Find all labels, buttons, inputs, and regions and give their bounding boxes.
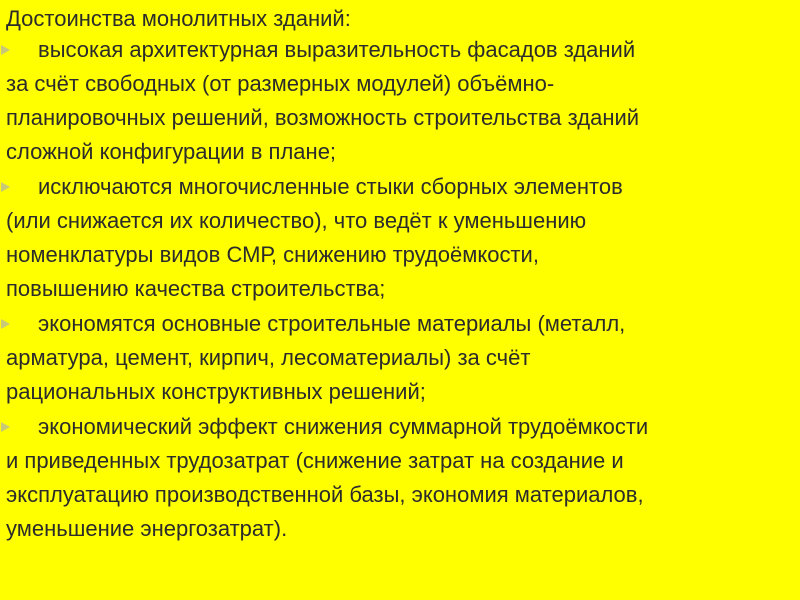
bullet-line: рациональных конструктивных решений; [6,379,426,404]
bullet-line: сложной конфигурации в плане; [6,139,337,164]
bullet-line: планировочных решений, возможность строительства зданий [6,105,640,130]
bullet-line: (или снижается их количество), что ведёт к уменьшению [6,208,587,233]
bullet-line: за счёт свободных (от размерных модулей) объёмно- [6,71,555,96]
bullet-arrow-icon [1,182,10,192]
bullet-line: исключаются многочисленные стыки сборных элементов [38,174,623,199]
bullet-line: экономический эффект снижения суммарной трудоёмкости [38,414,649,439]
bullet-line: арматура, цемент, кирпич, лесоматериалы) за счёт [6,345,531,370]
bullet-arrow-icon [1,422,10,432]
bullet-arrow-icon [1,319,10,329]
bullet-line: эксплуатацию производственной базы, экономия материалов, [6,482,644,507]
bullet-line: экономятся основные строительные материалы (металл, [38,311,626,336]
slide-title: Достоинства монолитных зданий: [6,6,351,31]
bullet-line: повышению качества строительства; [6,276,386,301]
bullet-arrow-icon [1,45,10,55]
bullet-line: номенклатуры видов СМР, снижению трудоёмкости, [6,242,539,267]
bullet-line: уменьшение энергозатрат). [6,516,288,541]
bullet-line: высокая архитектурная выразительность фасадов зданий [38,37,636,62]
bullet-line: и приведенных трудозатрат (снижение затрат на создание и [6,448,624,473]
